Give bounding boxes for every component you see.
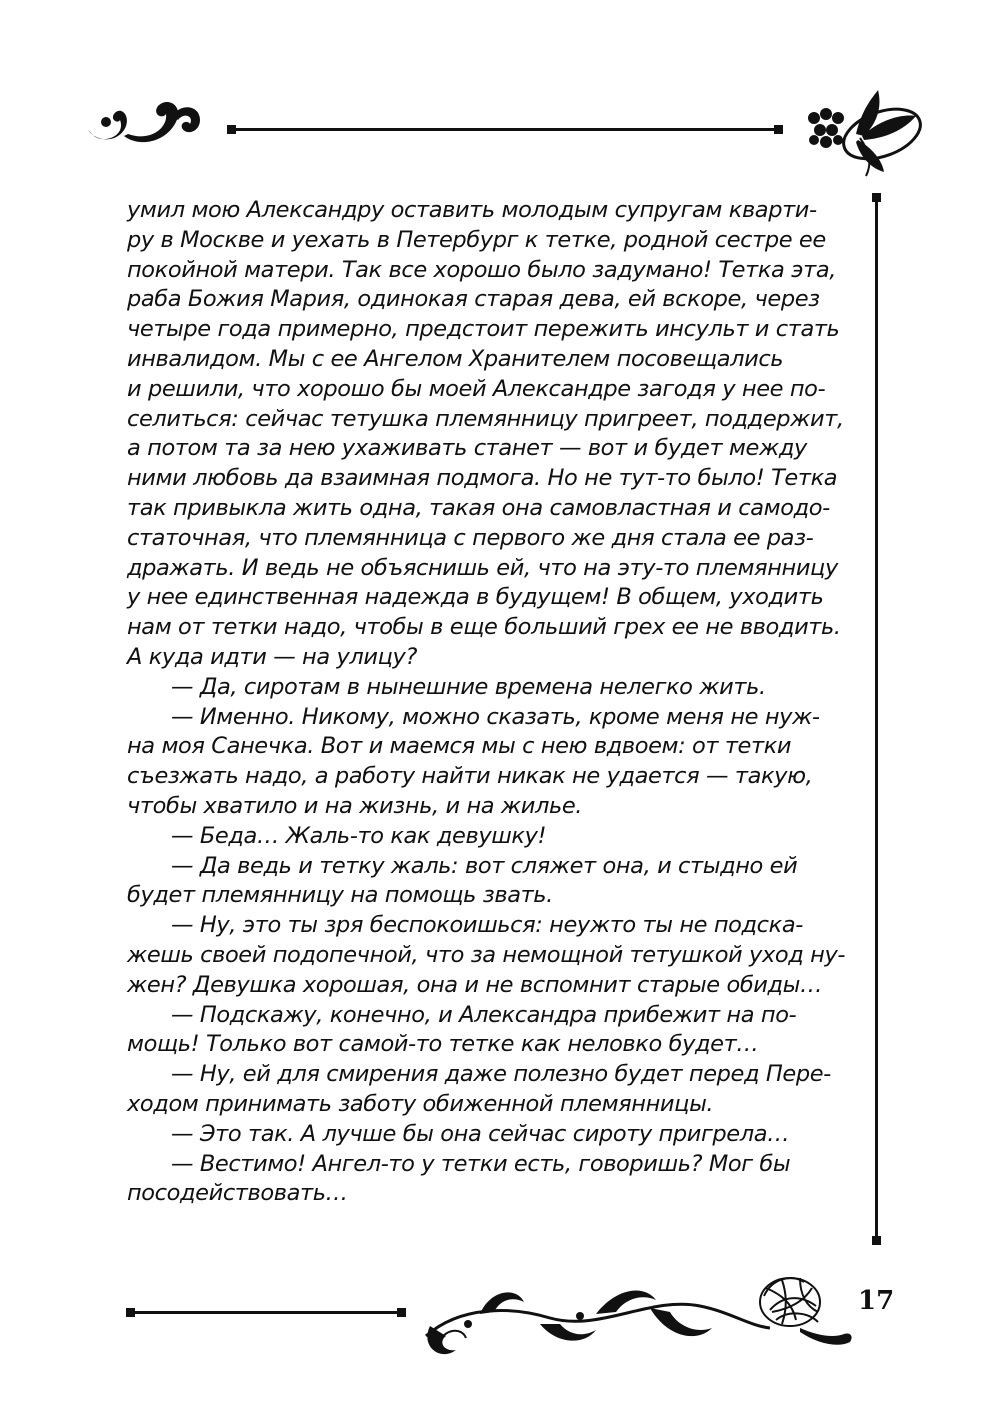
dialogue-line: — Ну, это ты зря беспокоишься: неужто ты не подска- — [171, 912, 803, 939]
text-line: раба Божия Мария, одинокая старая дева, ей вскоре, через — [127, 286, 820, 313]
text-line: умил мою Александру оставить молодым супругам кварти- — [127, 197, 817, 223]
bottom-rule-left-dot — [126, 1308, 135, 1317]
text-line: съезжать надо, а работу найти никак не удается — такую, — [127, 763, 813, 790]
text-line: статочная, что племянница с первого же дня стала ее раз- — [127, 524, 814, 551]
text-line: будет племянницу на помощь звать. — [127, 882, 553, 909]
text-line: инвалидом. Мы с ее Ангелом Хранителем посовещались — [127, 345, 784, 372]
top-rule — [231, 128, 778, 131]
page-number: 17 — [858, 1286, 895, 1316]
berries-leaf-ornament-icon — [800, 88, 928, 180]
dialogue-line: — Это так. А лучше бы она сейчас сироту пригрела… — [171, 1120, 790, 1147]
text-line: А куда идти — на улицу? — [127, 643, 418, 670]
dialogue-line: — Да ведь и тетку жаль: вот сляжет она, и стыдно ей — [171, 852, 798, 879]
text-line: жешь своей подопечной, что за немощной тетушкой уход ну- — [127, 941, 846, 968]
top-rule-left-dot — [227, 125, 236, 134]
bottom-rule — [130, 1311, 400, 1314]
text-line: мощь! Только вот самой-то тетке как неловко будет… — [127, 1031, 759, 1058]
dialogue-line: — Вестимо! Ангел-то у тетки есть, говоришь? Мог бы — [171, 1150, 791, 1177]
side-rule-bottom-dot — [872, 1236, 881, 1245]
text-line: ру в Москве и уехать в Петербург к тетке, родной сестре ее — [127, 226, 826, 253]
bottom-rule-right-dot — [397, 1308, 406, 1317]
dialogue-line: — Да, сиротам в нынешние времена нелегко жить. — [171, 673, 766, 700]
text-line: дражать. И ведь не объяснишь ей, что на эту-то племянницу — [127, 554, 838, 581]
dialogue-line: — Подскажу, конечно, и Александра прибежит на по- — [171, 1001, 797, 1028]
text-line: ними любовь да взаимная подмога. Но не тут-то было! Тетка — [127, 465, 838, 492]
dialogue-line: — Беда… Жаль-то как девушку! — [171, 822, 547, 849]
top-rule-right-dot — [774, 125, 783, 134]
text-line: так привыкла жить одна, такая она самовластная и самодо- — [127, 494, 830, 521]
text-line: селиться: сейчас тетушка племянницу пригреет, поддержит, — [127, 405, 844, 432]
text-line: у нее единственная надежда в будущем! В общем, уходить — [127, 584, 824, 611]
text-line: нам от тетки надо, чтобы в еще больший грех ее не вводить. — [127, 614, 841, 641]
flower-vine-ornament-icon — [420, 1266, 860, 1366]
text-line: а потом та за нею ухаживать станет — вот и будет между — [127, 435, 807, 462]
text-line: на моя Санечка. Вот и маемся мы с нею вдвоем: от тетки — [127, 733, 792, 760]
side-rule — [875, 198, 878, 1238]
text-line: четыре года примерно, предстоит пережить инсульт и стать — [127, 316, 840, 343]
swirl-ornament-icon — [84, 92, 204, 150]
text-line: чтобы хватило и на жизнь, и на жилье. — [127, 792, 583, 819]
text-line: покойной матери. Так все хорошо было задумано! Тетка эта, — [127, 256, 836, 283]
dialogue-line: — Ну, ей для смирения даже полезно будет перед Пере- — [171, 1061, 831, 1088]
text-line: жен? Девушка хорошая, она и не вспомнит старые обиды… — [127, 971, 823, 998]
text-line: и решили, что хорошо бы моей Александре загодя у нее по- — [127, 375, 826, 402]
body-text — [127, 196, 846, 1209]
dialogue-line: — Именно. Никому, можно сказать, кроме меня не нуж- — [171, 703, 820, 730]
text-line: посодействовать… — [127, 1180, 348, 1207]
text-line: ходом принимать заботу обиженной племянницы. — [127, 1090, 714, 1117]
side-rule-top-dot — [872, 193, 881, 202]
